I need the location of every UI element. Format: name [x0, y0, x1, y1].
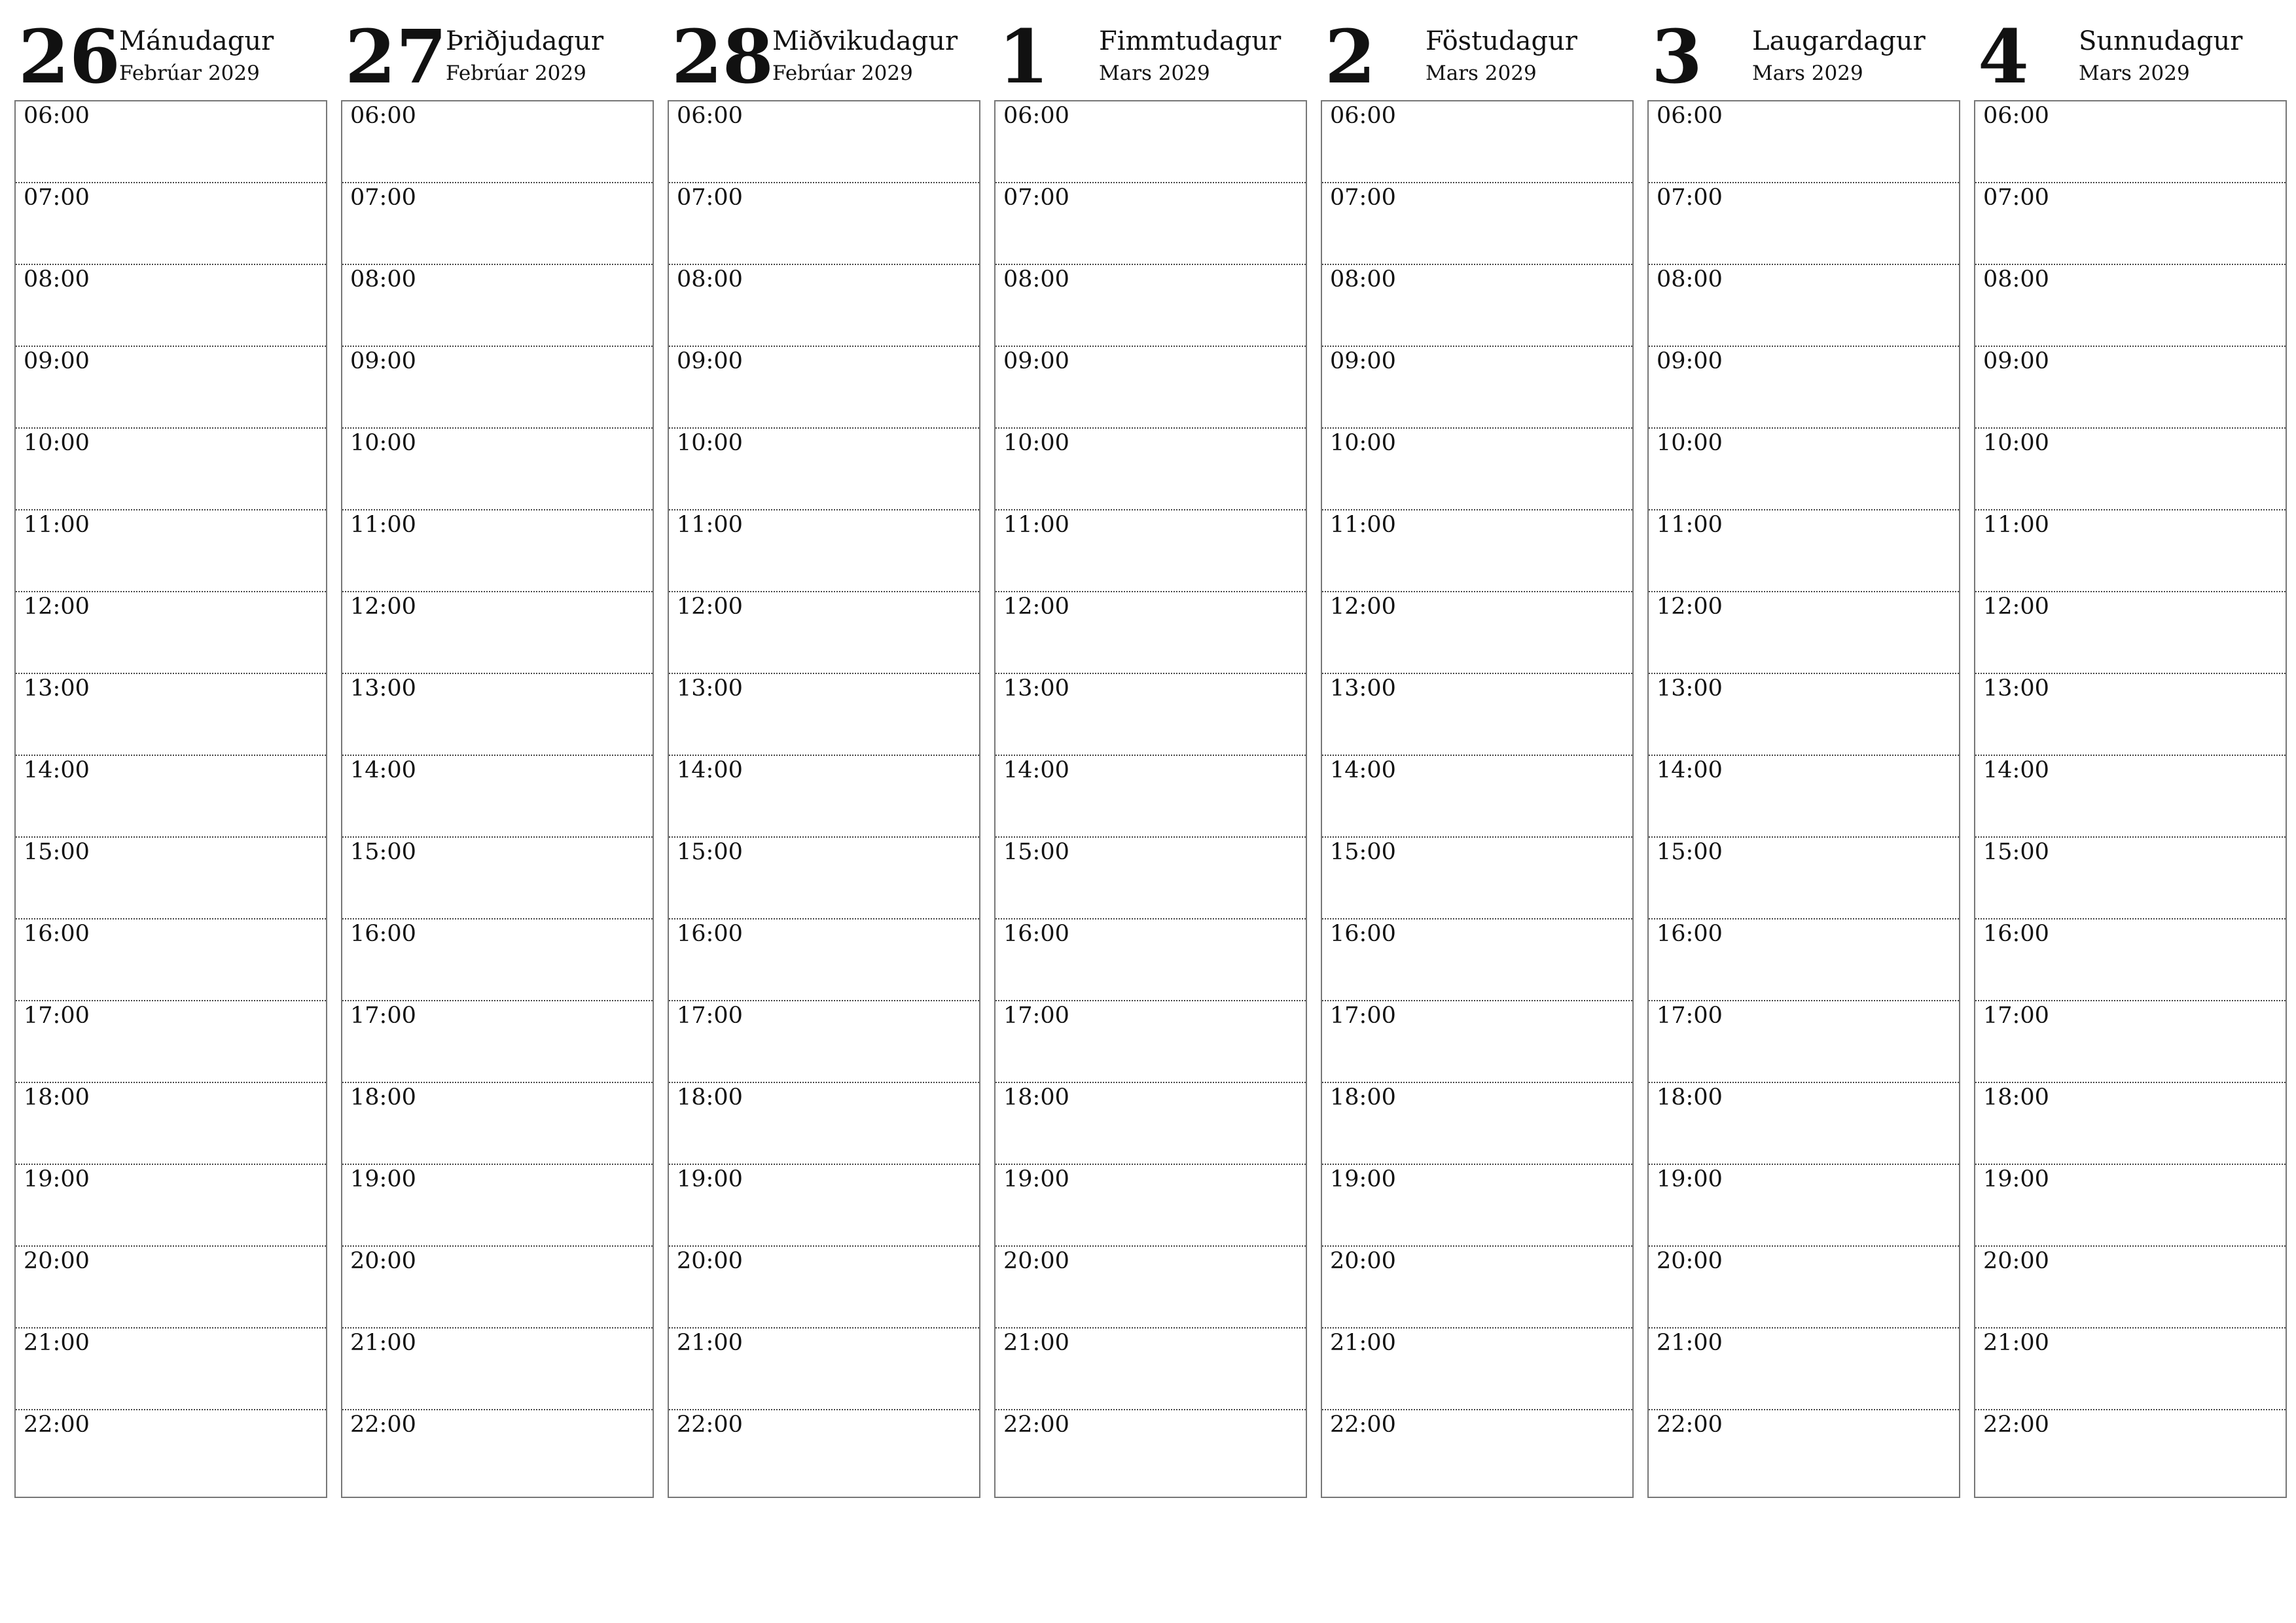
slot-time-label: 07:00	[1983, 185, 2049, 211]
time-slot[interactable]	[342, 429, 653, 510]
time-slot[interactable]	[1322, 1083, 1632, 1165]
slot-time-label: 12:00	[1983, 594, 2049, 620]
day-number: 3	[1651, 14, 1702, 100]
slot-time-label: 09:00	[1983, 348, 2049, 374]
time-slot[interactable]	[1649, 674, 1959, 756]
time-slot[interactable]	[342, 510, 653, 592]
day-name: Mánudagur	[119, 26, 274, 56]
time-slot[interactable]	[1649, 347, 1959, 429]
slot-time-label: 19:00	[1003, 1166, 1069, 1192]
time-slot[interactable]	[1975, 347, 2286, 429]
day-number: 27	[345, 14, 447, 100]
slot-time-label: 11:00	[1003, 512, 1069, 538]
time-slot[interactable]	[16, 1247, 326, 1329]
slot-time-label: 18:00	[350, 1084, 416, 1111]
slot-time-label: 10:00	[1657, 430, 1723, 456]
day-header	[1974, 0, 2287, 98]
time-slot[interactable]	[996, 1247, 1306, 1329]
time-slot[interactable]	[1975, 510, 2286, 592]
slot-time-label: 16:00	[1003, 921, 1069, 947]
time-slot[interactable]	[1649, 510, 1959, 592]
time-slot[interactable]	[1649, 101, 1959, 183]
time-slot[interactable]	[669, 101, 979, 183]
slot-time-label: 18:00	[1983, 1084, 2049, 1111]
day-header	[1647, 0, 1960, 98]
slot-time-label: 16:00	[677, 921, 743, 947]
slot-time-label: 06:00	[1003, 103, 1069, 129]
slot-time-label: 19:00	[350, 1166, 416, 1192]
time-slot[interactable]	[16, 510, 326, 592]
time-slot[interactable]	[1975, 756, 2286, 838]
time-slot[interactable]	[1322, 1247, 1632, 1329]
slot-time-label: 20:00	[1657, 1248, 1723, 1274]
time-slot[interactable]	[996, 183, 1306, 265]
slot-time-label: 18:00	[24, 1084, 90, 1111]
slot-time-label: 07:00	[1003, 185, 1069, 211]
slot-time-label: 14:00	[1657, 757, 1723, 783]
slot-time-label: 11:00	[677, 512, 743, 538]
slot-time-label: 15:00	[350, 839, 416, 865]
time-slot[interactable]	[16, 1410, 326, 1492]
time-slot[interactable]	[669, 1329, 979, 1410]
slot-time-label: 10:00	[24, 430, 90, 456]
time-slot[interactable]	[1649, 838, 1959, 919]
day-month: Mars 2029	[1752, 62, 1863, 85]
time-slot[interactable]	[16, 1165, 326, 1247]
time-slot[interactable]	[342, 592, 653, 674]
time-slot[interactable]	[996, 265, 1306, 347]
slot-time-label: 09:00	[24, 348, 90, 374]
slot-time-label: 19:00	[1330, 1166, 1396, 1192]
time-slot[interactable]	[996, 1410, 1306, 1492]
day-number: 1	[998, 14, 1049, 100]
slot-time-label: 10:00	[1330, 430, 1396, 456]
time-slot[interactable]	[996, 347, 1306, 429]
slot-time-label: 18:00	[1003, 1084, 1069, 1111]
day-header	[668, 0, 980, 98]
slot-time-label: 14:00	[24, 757, 90, 783]
slot-time-label: 15:00	[677, 839, 743, 865]
time-slot[interactable]	[16, 592, 326, 674]
slot-time-label: 08:00	[1330, 266, 1396, 293]
day-number: 28	[672, 14, 774, 100]
day-time-grid	[1321, 100, 1634, 1498]
day-header	[14, 0, 327, 98]
day-name: Miðvikudagur	[772, 26, 958, 56]
day-month: Mars 2029	[2079, 62, 2190, 85]
day-name: Þriðjudagur	[446, 26, 604, 56]
slot-time-label: 15:00	[1657, 839, 1723, 865]
day-month: Febrúar 2029	[446, 62, 586, 85]
slot-time-label: 06:00	[1657, 103, 1723, 129]
time-slot[interactable]	[669, 1001, 979, 1083]
slot-time-label: 13:00	[1983, 675, 2049, 702]
time-slot[interactable]	[342, 1329, 653, 1410]
time-slot[interactable]	[1322, 1001, 1632, 1083]
slot-time-label: 22:00	[677, 1412, 743, 1438]
slot-time-label: 21:00	[1330, 1330, 1396, 1356]
day-header	[994, 0, 1307, 98]
day-time-grid	[14, 100, 327, 1498]
slot-time-label: 21:00	[24, 1330, 90, 1356]
slot-time-label: 11:00	[24, 512, 90, 538]
day-time-grid	[994, 100, 1307, 1498]
time-slot[interactable]	[996, 1083, 1306, 1165]
time-slot[interactable]	[669, 919, 979, 1001]
time-slot[interactable]	[996, 101, 1306, 183]
day-number: 26	[18, 14, 120, 100]
time-slot[interactable]	[1649, 1165, 1959, 1247]
time-slot[interactable]	[1975, 1165, 2286, 1247]
time-slot[interactable]	[669, 592, 979, 674]
time-slot[interactable]	[342, 183, 653, 265]
slot-time-label: 18:00	[677, 1084, 743, 1111]
slot-time-label: 14:00	[677, 757, 743, 783]
time-slot[interactable]	[1649, 429, 1959, 510]
time-slot[interactable]	[1322, 183, 1632, 265]
time-slot[interactable]	[1649, 1083, 1959, 1165]
slot-time-label: 11:00	[1983, 512, 2049, 538]
slot-time-label: 15:00	[24, 839, 90, 865]
slot-time-label: 12:00	[1657, 594, 1723, 620]
time-slot[interactable]	[1649, 1410, 1959, 1492]
time-slot[interactable]	[1322, 756, 1632, 838]
slot-time-label: 10:00	[350, 430, 416, 456]
slot-time-label: 09:00	[350, 348, 416, 374]
time-slot[interactable]	[1649, 183, 1959, 265]
time-slot[interactable]	[16, 183, 326, 265]
time-slot[interactable]	[669, 429, 979, 510]
day-name: Laugardagur	[1752, 26, 1926, 56]
time-slot[interactable]	[996, 919, 1306, 1001]
slot-time-label: 07:00	[24, 185, 90, 211]
day-time-grid	[668, 100, 980, 1498]
time-slot[interactable]	[342, 919, 653, 1001]
time-slot[interactable]	[996, 1001, 1306, 1083]
day-month: Mars 2029	[1426, 62, 1537, 85]
time-slot[interactable]	[16, 674, 326, 756]
slot-time-label: 09:00	[677, 348, 743, 374]
slot-time-label: 13:00	[1657, 675, 1723, 702]
day-time-grid	[1647, 100, 1960, 1498]
time-slot[interactable]	[1975, 1329, 2286, 1410]
time-slot[interactable]	[16, 919, 326, 1001]
slot-time-label: 22:00	[24, 1412, 90, 1438]
time-slot[interactable]	[669, 1165, 979, 1247]
time-slot[interactable]	[1649, 265, 1959, 347]
time-slot[interactable]	[1649, 1247, 1959, 1329]
time-slot[interactable]	[996, 1329, 1306, 1410]
time-slot[interactable]	[342, 347, 653, 429]
time-slot[interactable]	[1975, 183, 2286, 265]
slot-time-label: 12:00	[24, 594, 90, 620]
slot-time-label: 14:00	[350, 757, 416, 783]
time-slot[interactable]	[669, 1247, 979, 1329]
slot-time-label: 19:00	[1657, 1166, 1723, 1192]
slot-time-label: 06:00	[1330, 103, 1396, 129]
slot-time-label: 12:00	[1003, 594, 1069, 620]
time-slot[interactable]	[669, 674, 979, 756]
time-slot[interactable]	[1322, 1410, 1632, 1492]
time-slot[interactable]	[669, 183, 979, 265]
slot-time-label: 11:00	[1330, 512, 1396, 538]
slot-time-label: 21:00	[350, 1330, 416, 1356]
slot-time-label: 17:00	[24, 1003, 90, 1029]
day-number: 4	[1978, 14, 2029, 100]
time-slot[interactable]	[16, 1001, 326, 1083]
time-slot[interactable]	[1975, 1083, 2286, 1165]
time-slot[interactable]	[342, 674, 653, 756]
time-slot[interactable]	[342, 265, 653, 347]
slot-time-label: 15:00	[1983, 839, 2049, 865]
slot-time-label: 07:00	[350, 185, 416, 211]
time-slot[interactable]	[342, 1001, 653, 1083]
slot-time-label: 17:00	[1657, 1003, 1723, 1029]
slot-time-label: 06:00	[677, 103, 743, 129]
time-slot[interactable]	[342, 1410, 653, 1492]
time-slot[interactable]	[1322, 1165, 1632, 1247]
time-slot[interactable]	[669, 1083, 979, 1165]
slot-time-label: 21:00	[1657, 1330, 1723, 1356]
slot-time-label: 06:00	[24, 103, 90, 129]
time-slot[interactable]	[996, 510, 1306, 592]
slot-time-label: 16:00	[1983, 921, 2049, 947]
slot-time-label: 22:00	[1330, 1412, 1396, 1438]
slot-time-label: 14:00	[1983, 757, 2049, 783]
day-name: Föstudagur	[1426, 26, 1577, 56]
slot-time-label: 13:00	[677, 675, 743, 702]
day-month: Febrúar 2029	[772, 62, 913, 85]
time-slot[interactable]	[996, 756, 1306, 838]
slot-time-label: 13:00	[1330, 675, 1396, 702]
time-slot[interactable]	[669, 347, 979, 429]
slot-time-label: 07:00	[677, 185, 743, 211]
day-header	[341, 0, 654, 98]
time-slot[interactable]	[342, 1083, 653, 1165]
time-slot[interactable]	[342, 1165, 653, 1247]
slot-time-label: 16:00	[1657, 921, 1723, 947]
time-slot[interactable]	[996, 592, 1306, 674]
slot-time-label: 16:00	[24, 921, 90, 947]
time-slot[interactable]	[1975, 429, 2286, 510]
slot-time-label: 13:00	[24, 675, 90, 702]
time-slot[interactable]	[1975, 674, 2286, 756]
slot-time-label: 14:00	[1330, 757, 1396, 783]
day-header	[1321, 0, 1634, 98]
time-slot[interactable]	[16, 838, 326, 919]
slot-time-label: 21:00	[1003, 1330, 1069, 1356]
slot-time-label: 07:00	[1330, 185, 1396, 211]
slot-time-label: 07:00	[1657, 185, 1723, 211]
slot-time-label: 18:00	[1330, 1084, 1396, 1111]
day-time-grid	[1974, 100, 2287, 1498]
slot-time-label: 22:00	[1983, 1412, 2049, 1438]
time-slot[interactable]	[342, 1247, 653, 1329]
time-slot[interactable]	[1975, 101, 2286, 183]
slot-time-label: 12:00	[1330, 594, 1396, 620]
slot-time-label: 21:00	[677, 1330, 743, 1356]
time-slot[interactable]	[1322, 674, 1632, 756]
slot-time-label: 06:00	[1983, 103, 2049, 129]
slot-time-label: 13:00	[350, 675, 416, 702]
slot-time-label: 20:00	[24, 1248, 90, 1274]
day-name: Fimmtudagur	[1099, 26, 1282, 56]
day-name: Sunnudagur	[2079, 26, 2243, 56]
time-slot[interactable]	[1322, 1329, 1632, 1410]
slot-time-label: 08:00	[1003, 266, 1069, 293]
time-slot[interactable]	[1649, 1001, 1959, 1083]
slot-time-label: 18:00	[1657, 1084, 1723, 1111]
slot-time-label: 19:00	[24, 1166, 90, 1192]
time-slot[interactable]	[16, 756, 326, 838]
slot-time-label: 15:00	[1330, 839, 1396, 865]
slot-time-label: 13:00	[1003, 675, 1069, 702]
time-slot[interactable]	[1975, 919, 2286, 1001]
slot-time-label: 20:00	[1003, 1248, 1069, 1274]
time-slot[interactable]	[1322, 265, 1632, 347]
time-slot[interactable]	[1322, 347, 1632, 429]
slot-time-label: 22:00	[350, 1412, 416, 1438]
slot-time-label: 17:00	[677, 1003, 743, 1029]
slot-time-label: 11:00	[350, 512, 416, 538]
slot-time-label: 21:00	[1983, 1330, 2049, 1356]
time-slot[interactable]	[16, 1083, 326, 1165]
slot-time-label: 10:00	[677, 430, 743, 456]
time-slot[interactable]	[1322, 101, 1632, 183]
time-slot[interactable]	[1975, 1001, 2286, 1083]
slot-time-label: 09:00	[1003, 348, 1069, 374]
slot-time-label: 10:00	[1003, 430, 1069, 456]
slot-time-label: 17:00	[350, 1003, 416, 1029]
slot-time-label: 08:00	[1657, 266, 1723, 293]
slot-time-label: 20:00	[677, 1248, 743, 1274]
time-slot[interactable]	[16, 347, 326, 429]
time-slot[interactable]	[669, 838, 979, 919]
day-number: 2	[1325, 14, 1376, 100]
slot-time-label: 19:00	[1983, 1166, 2049, 1192]
slot-time-label: 06:00	[350, 103, 416, 129]
time-slot[interactable]	[1649, 919, 1959, 1001]
time-slot[interactable]	[669, 510, 979, 592]
time-slot[interactable]	[669, 1410, 979, 1492]
day-month: Febrúar 2029	[119, 62, 260, 85]
time-slot[interactable]	[16, 1329, 326, 1410]
slot-time-label: 12:00	[677, 594, 743, 620]
time-slot[interactable]	[996, 674, 1306, 756]
time-slot[interactable]	[16, 429, 326, 510]
time-slot[interactable]	[1649, 756, 1959, 838]
time-slot[interactable]	[669, 756, 979, 838]
slot-time-label: 09:00	[1330, 348, 1396, 374]
time-slot[interactable]	[16, 265, 326, 347]
slot-time-label: 09:00	[1657, 348, 1723, 374]
time-slot[interactable]	[342, 101, 653, 183]
slot-time-label: 17:00	[1003, 1003, 1069, 1029]
slot-time-label: 08:00	[350, 266, 416, 293]
day-time-grid	[341, 100, 654, 1498]
slot-time-label: 15:00	[1003, 839, 1069, 865]
time-slot[interactable]	[1975, 1410, 2286, 1492]
slot-time-label: 08:00	[677, 266, 743, 293]
time-slot[interactable]	[1322, 838, 1632, 919]
time-slot[interactable]	[342, 838, 653, 919]
slot-time-label: 11:00	[1657, 512, 1723, 538]
time-slot[interactable]	[1322, 592, 1632, 674]
time-slot[interactable]	[996, 1165, 1306, 1247]
slot-time-label: 22:00	[1657, 1412, 1723, 1438]
slot-time-label: 08:00	[24, 266, 90, 293]
time-slot[interactable]	[1975, 265, 2286, 347]
time-slot[interactable]	[996, 429, 1306, 510]
slot-time-label: 16:00	[1330, 921, 1396, 947]
time-slot[interactable]	[669, 265, 979, 347]
time-slot[interactable]	[1975, 592, 2286, 674]
time-slot[interactable]	[1322, 429, 1632, 510]
time-slot[interactable]	[996, 838, 1306, 919]
slot-time-label: 16:00	[350, 921, 416, 947]
slot-time-label: 14:00	[1003, 757, 1069, 783]
time-slot[interactable]	[1322, 919, 1632, 1001]
time-slot[interactable]	[1975, 1247, 2286, 1329]
slot-time-label: 22:00	[1003, 1412, 1069, 1438]
slot-time-label: 12:00	[350, 594, 416, 620]
slot-time-label: 17:00	[1983, 1003, 2049, 1029]
slot-time-label: 08:00	[1983, 266, 2049, 293]
time-slot[interactable]	[1975, 838, 2286, 919]
time-slot[interactable]	[342, 756, 653, 838]
slot-time-label: 20:00	[350, 1248, 416, 1274]
time-slot[interactable]	[1322, 510, 1632, 592]
day-month: Mars 2029	[1099, 62, 1210, 85]
time-slot[interactable]	[16, 101, 326, 183]
slot-time-label: 19:00	[677, 1166, 743, 1192]
slot-time-label: 10:00	[1983, 430, 2049, 456]
slot-time-label: 20:00	[1330, 1248, 1396, 1274]
time-slot[interactable]	[1649, 592, 1959, 674]
time-slot[interactable]	[1649, 1329, 1959, 1410]
slot-time-label: 17:00	[1330, 1003, 1396, 1029]
slot-time-label: 20:00	[1983, 1248, 2049, 1274]
